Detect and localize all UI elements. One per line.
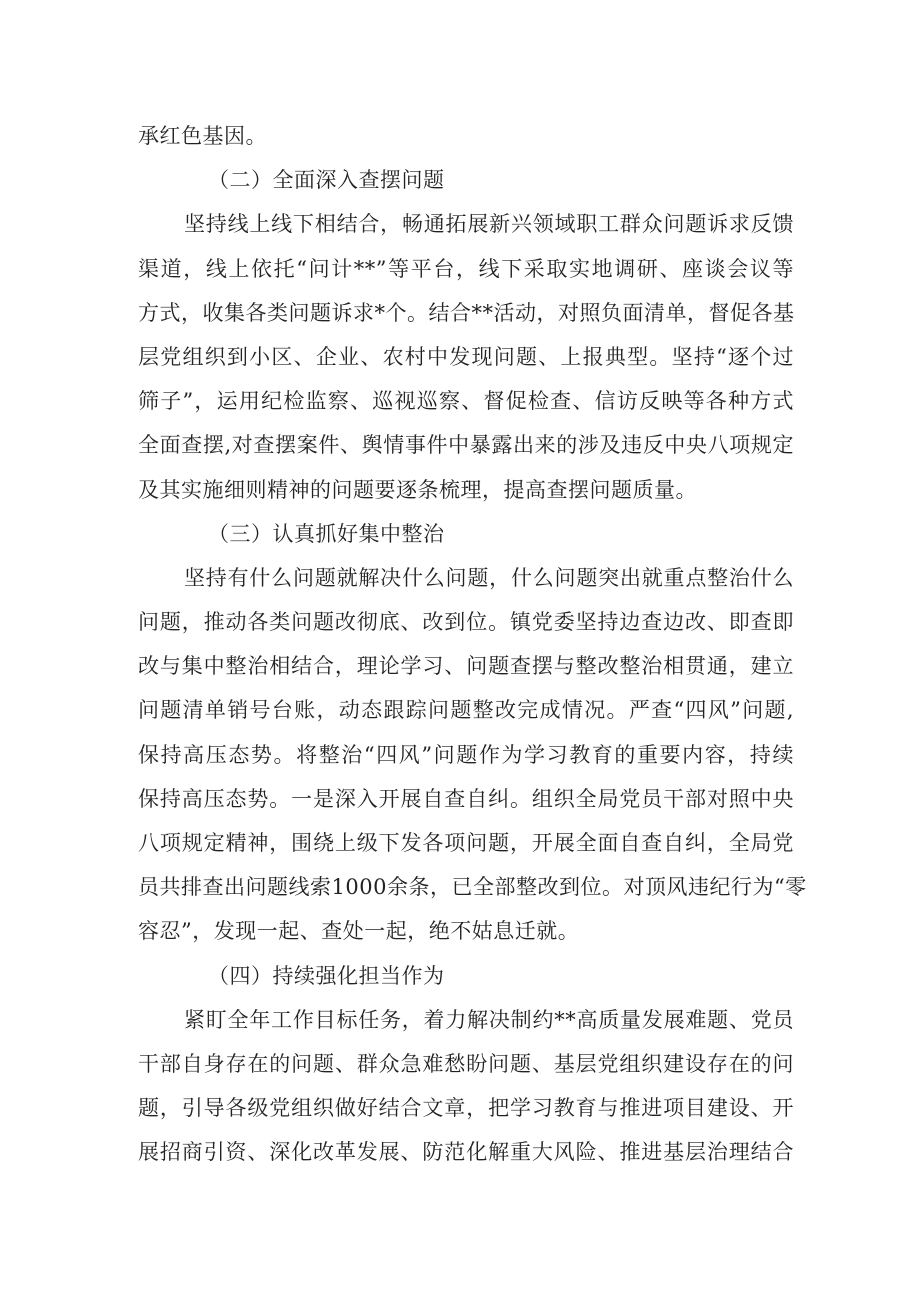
paragraph-line: 八项规定精神，围绕上级下发各项问题，开展全面自查自纠，全局党 — [138, 831, 794, 855]
paragraph-line: 容忍”，发现一起、查处一起，绝不姑息迁就。 — [138, 919, 580, 944]
paragraph-line: 改与集中整治相结合，理论学习、问题查摆与整改整治相贯通，建立 — [138, 654, 794, 679]
paragraph-line: 题，引导各级党组织做好结合文章，把学习教育与推进项目建设、开 — [138, 1096, 794, 1121]
paragraph-line: 坚持有什么问题就解决什么问题，什么问题突出就重点整治什么 — [184, 565, 794, 590]
section-heading: （二）全面深入查摆问题 — [208, 168, 445, 193]
paragraph-line: 渠道，线上依托“问计**”等平台，线下采取实地调研、座谈会议等 — [138, 256, 794, 281]
paragraph-line: 保持高压态势。一是深入开展自查自纠。组织全局党员干部对照中央 — [138, 786, 794, 811]
section-heading: （三）认真抓好集中整治 — [208, 521, 445, 546]
section-heading: （四）持续强化担当作为 — [208, 963, 445, 988]
paragraph-line: 展招商引资、深化改革发展、防范化解重大风险、推进基层治理结合 — [138, 1140, 794, 1165]
paragraph-line: 及其实施细则精神的问题要逐条梳理，提高查摆问题质量。 — [138, 477, 697, 502]
paragraph-line: 承红色基因。 — [138, 124, 267, 148]
paragraph-line: 员共排查出问题线索1000余条，已全部整改到位。对顶风违纪行为“零 — [138, 875, 807, 900]
paragraph-line: 方式，收集各类问题诉求*个。结合**活动，对照负面清单，督促各基 — [138, 300, 795, 325]
paragraph-line: 坚持线上线下相结合，畅通拓展新兴领域职工群众问题诉求反馈 — [184, 212, 794, 237]
paragraph-line: 问题清单销号台账，动态跟踪问题整改完成情况。严查“四风”问题, — [138, 698, 794, 723]
paragraph-line: 保持高压态势。将整治“四风”问题作为学习教育的重要内容，持续 — [138, 742, 794, 767]
paragraph-line: 层党组织到小区、企业、农村中发现问题、上报典型。坚持“逐个过 — [138, 344, 794, 369]
paragraph-line: 筛子”，运用纪检监察、巡视巡察、督促检查、信访反映等各种方式 — [138, 389, 794, 414]
paragraph-line: 全面查摆,对查摆案件、舆情事件中暴露出来的涉及违反中央八项规定 — [138, 433, 794, 458]
paragraph-line: 干部自身存在的问题、群众急难愁盼问题、基层党组织建设存在的问 — [138, 1051, 794, 1076]
document-body — [138, 114, 807, 1175]
paragraph-line: 问题，推动各类问题改彻底、改到位。镇党委坚持边查边改、即查即 — [138, 610, 794, 635]
paragraph-line: 紧盯全年工作目标任务，着力解决制约**高质量发展难题、党员 — [184, 1007, 794, 1032]
